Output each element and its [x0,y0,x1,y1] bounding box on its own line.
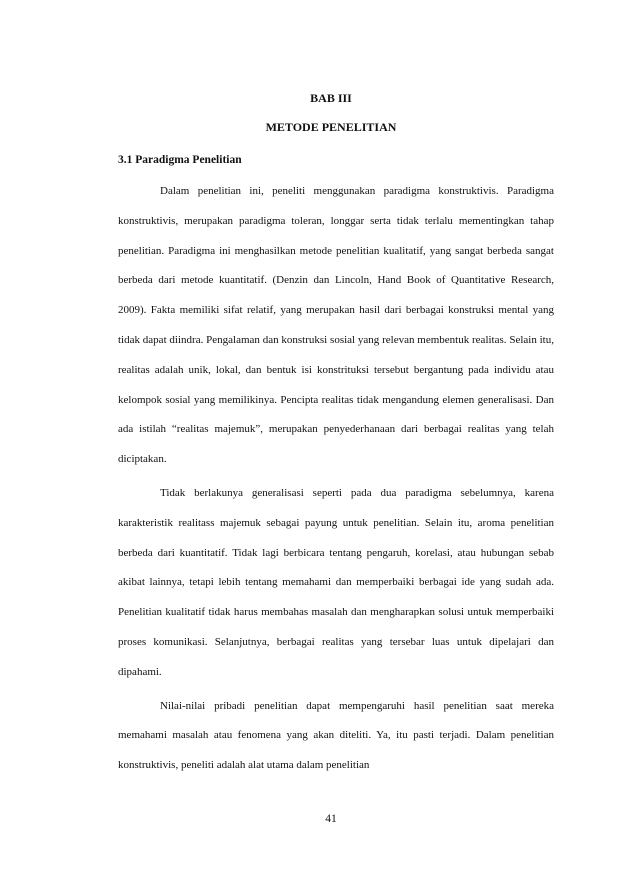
chapter-number: BAB III [310,91,352,105]
section-heading: 3.1 Paradigma Penelitian [118,154,242,166]
paragraph-3: Nilai-nilai pribadi penelitian dapat mempengaruhi hasil penelitian saat mereka memahami masalah atau fenomena yang akan diteliti. Ya, itu pasti terjadi. Dalam penelitian konstruktivis, peneliti adalah alat utama dalam penelitian [118,699,554,772]
chapter-title: METODE PENELITIAN [265,120,397,134]
paragraph-2: Tidak berlakunya generalisasi seperti pada dua paradigma sebelumnya, karena karakteristik realitass majemuk sebagai payung untuk penelitian. Selain itu, aroma penelitian berbeda dari kuantitatif. Tidak lagi berbicara tentang pengaruh, korelasi, atau hubungan sebab akibat lainnya, tetapi lebih tentang memahami dan memperbaiki berbagai ide yang sudah ada. Penelitian kualitatif tidak harus membahas masalah dan mengharapkan solusi untuk memperbaiki proses komunikasi. Selanjutnya, berbagai realitas yang tersebar luas untuk dipelajari dan dipahami. [118,486,554,678]
paragraph-1: Dalam penelitian ini, peneliti menggunakan paradigma konstruktivis. Paradigma konstruktivis, merupakan paradigma toleran, longgar serta tidak terlalu mementingkan tahap penelitian. Paradigma ini menghasilkan metode penelitian kualitatif, yang sangat berbeda sangat berbeda dari metode kuantitatif. (Denzin dan Lincoln, Hand Book of Quantitative Research, 2009). Fakta memiliki sifat relatif, yang merupakan hasil dari berbagai konstruksi mental yang tidak dapat diindra. Pengalaman dan konstruksi sosial yang relevan membentuk realitas. Selain itu, realitas adalah unik, lokal, dan bentuk isi konstrituksi tersebut bergantung pada individu atau kelompok sosial yang memilikinya. Pencipta realitas tidak mengandung elemen generalisasi. Dan ada istilah “realitas majemuk”, merupakan penyederhanaan dari berbagai realitas yang telah diciptakan. [118,185,554,466]
page-number: 41 [325,813,337,825]
body-text [118,177,554,785]
